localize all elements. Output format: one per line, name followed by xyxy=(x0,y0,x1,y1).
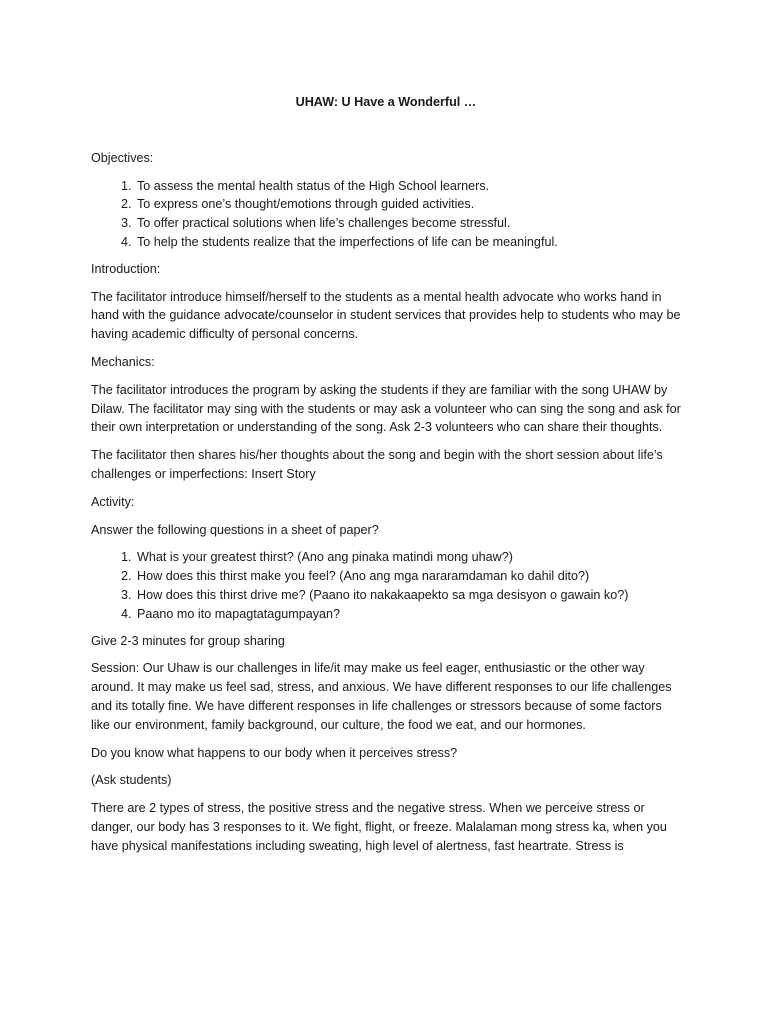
activity-question: 1. What is your greatest thirst? (Ano ang pinaka matindi mong uhaw?) xyxy=(135,548,681,567)
document-body xyxy=(91,93,681,865)
activity-question: 2. How does this thirst make you feel? (Ano ang mga nararamdaman ko dahil dito?) xyxy=(135,567,681,586)
introduction-heading: Introduction: xyxy=(91,261,161,276)
activity-intro: Answer the following questions in a sheet of paper? xyxy=(91,522,379,537)
ask-students-note: (Ask students) xyxy=(91,773,172,788)
stress-question: Do you know what happens to our body when it perceives stress? xyxy=(91,745,458,760)
activity-question: 4. Paano mo ito mapagtatagumpayan? xyxy=(135,605,681,624)
objective-item: 4. To help the students realize that the imperfections of life can be meaningful. xyxy=(135,233,681,252)
objectives-heading: Objectives: xyxy=(91,150,154,165)
stress-types-paragraph: There are 2 types of stress, the positive stress and the negative stress. When we perceive stress or danger, our body has 3 responses to it. We fight, flight, or freeze. Malalaman mong stress ka, when you have physical manifestations including sweating, high level of alertness, fast heartrate. Stress is xyxy=(91,801,667,853)
activity-heading: Activity: xyxy=(91,494,135,509)
mechanics-paragraph: The facilitator introduces the program by asking the students if they are familiar with the song UHAW by Dilaw. The facilitator may sing with the students or may ask a volunteer who can sing the song and ask for their own interpretation or understanding of the song. Ask 2-3 volunteers who can share their thoughts. xyxy=(91,382,681,435)
session-paragraph: Session: Our Uhaw is our challenges in life/it may make us feel eager, enthusiastic or the other way around. It may make us feel sad, stress, and anxious. We have different responses to our life challenges and its totally fine. We have different responses in life challenges or stressors because of some factors like our environment, family background, our culture, the food we eat, and our hormones. xyxy=(91,661,672,732)
objective-item: 3. To offer practical solutions when life’s challenges become stressful. xyxy=(135,214,681,233)
mechanics-paragraph: The facilitator then shares his/her thoughts about the song and begin with the short session about life’s challenges or imperfections: Insert Story xyxy=(91,448,663,481)
document-title: UHAW: U Have a Wonderful … xyxy=(295,95,477,109)
objective-item: 1. To assess the mental health status of the High School learners. xyxy=(135,177,681,196)
objective-item: 2. To express one’s thought/emotions through guided activities. xyxy=(135,195,681,214)
objectives-list xyxy=(91,177,681,252)
group-sharing-note: Give 2-3 minutes for group sharing xyxy=(91,633,285,648)
activity-questions-list xyxy=(91,548,681,623)
activity-question: 3. How does this thirst drive me? (Paano ito nakakaapekto sa mga desisyon o gawain ko?) xyxy=(135,586,681,605)
mechanics-heading: Mechanics: xyxy=(91,354,155,369)
introduction-paragraph: The facilitator introduce himself/herself to the students as a mental health advocate who works hand in hand with the guidance advocate/counselor in student services that provides help to students who may be having academic difficulty of personal concerns. xyxy=(91,289,681,342)
